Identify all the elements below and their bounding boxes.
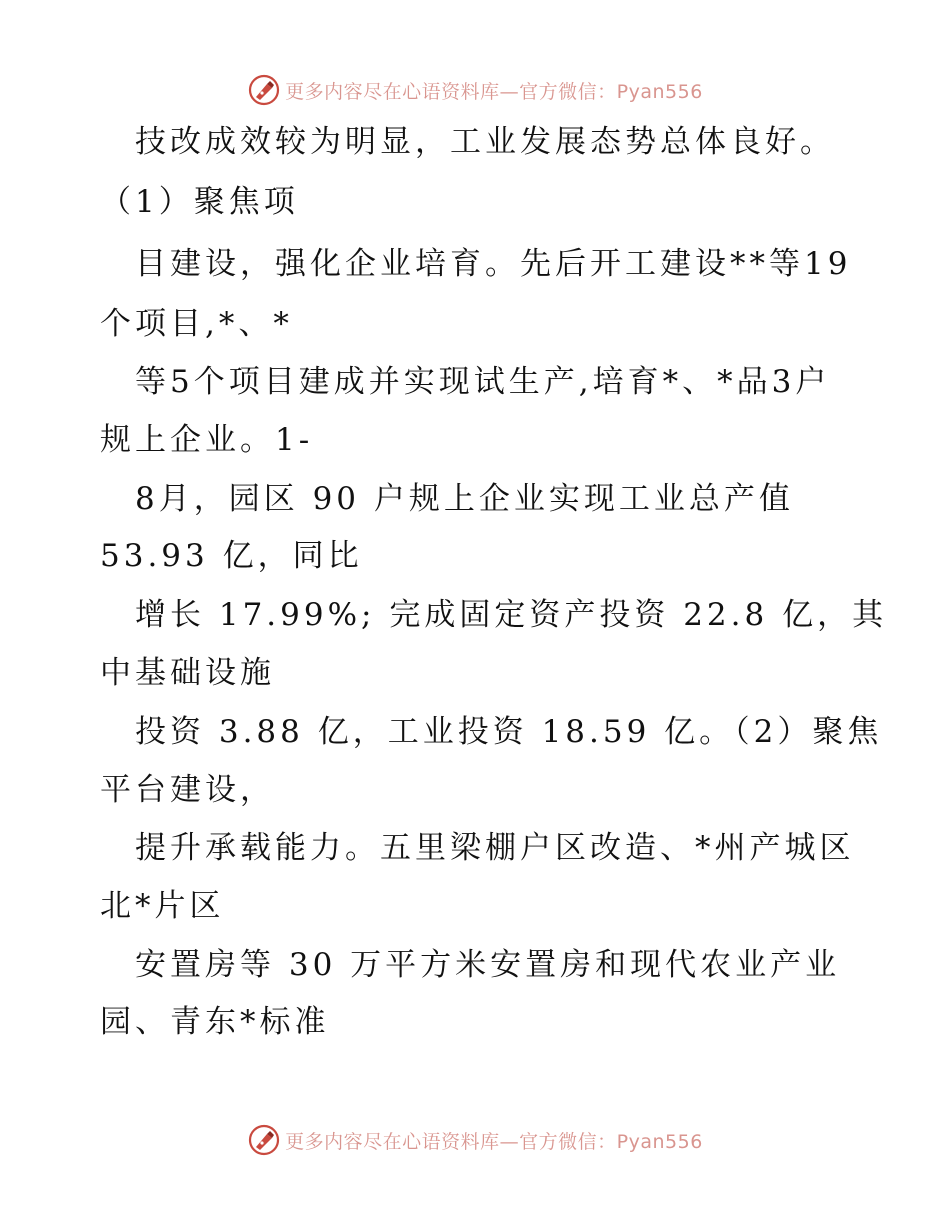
text-line: （1）聚焦项 [100, 184, 299, 220]
text-line: 增长 17.99%; 完成固定资产投资 22.8 亿，其 [135, 597, 888, 633]
text-line: 平台建设， [100, 772, 275, 808]
text-line: 园、青东*标准 [100, 1004, 330, 1040]
pen-nib-logo-icon [247, 73, 281, 107]
watermark-text [285, 77, 703, 104]
header-watermark [0, 70, 950, 110]
text-line: 个项目,*、* [100, 306, 293, 342]
text-line: 规上企业。1- [100, 422, 314, 458]
text-line: 中基础设施 [100, 655, 275, 691]
text-line: 技改成效较为明显，工业发展态势总体良好。 [135, 124, 835, 160]
watermark-text [285, 1127, 703, 1154]
text-line: 投资 3.88 亿，工业投资 18.59 亿。（2）聚焦 [135, 714, 883, 750]
text-line: 8月，园区 90 户规上企业实现工业总产值 [135, 481, 794, 517]
pen-nib-logo-icon [247, 1123, 281, 1157]
watermark-wechat-id: Pyan556 [616, 1130, 703, 1153]
text-line: 北*片区 [100, 888, 225, 924]
watermark-wechat-id: Pyan556 [616, 80, 703, 103]
text-line: 等5个项目建成并实现试生产,培育*、*品3户 [135, 364, 831, 400]
footer-watermark [0, 1120, 950, 1160]
watermark-label: 更多内容尽在心语资料库—官方微信： [285, 1130, 617, 1153]
text-line: 安置房等 30 万平方米安置房和现代农业产业 [135, 947, 841, 983]
text-line: 目建设，强化企业培育。先后开工建设**等19 [135, 246, 852, 282]
watermark-label: 更多内容尽在心语资料库—官方微信： [285, 80, 617, 103]
text-line: 提升承载能力。五里梁棚户区改造、*州产城区 [135, 830, 855, 866]
text-line: 53.93 亿，同比 [100, 538, 363, 574]
